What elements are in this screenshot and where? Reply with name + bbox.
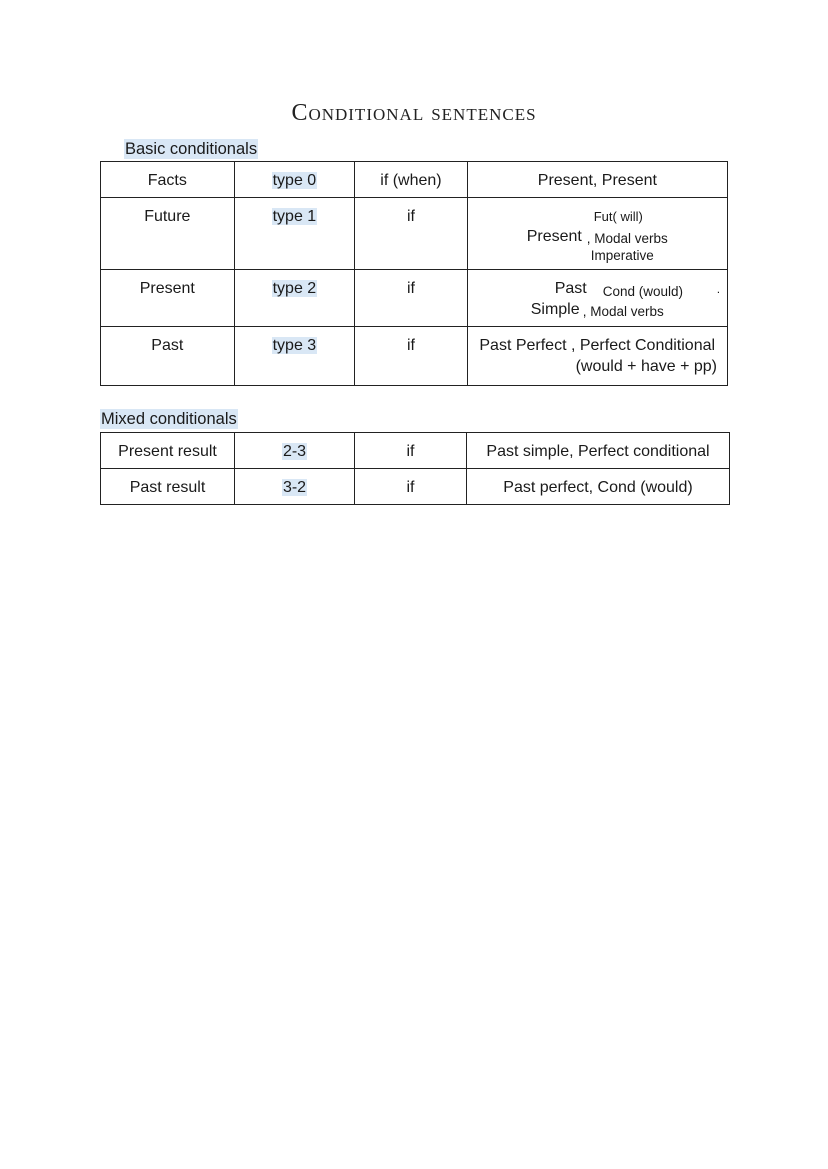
use-cell: Present [101, 270, 235, 327]
conjunction-cell: if [355, 433, 467, 469]
table-row [101, 327, 728, 386]
fut-will-text: Fut( will) [593, 209, 643, 224]
perfect-conditional-text: Past Perfect , Perfect Conditional [479, 337, 716, 354]
tenses-cell: Past simple, Perfect conditional [467, 433, 730, 469]
type-cell: 2-3 [235, 433, 355, 469]
tenses-cell [467, 270, 727, 327]
would-have-pp-text: (would + have + pp) [575, 358, 717, 375]
use-cell: Future [101, 198, 235, 270]
imperative-text: Imperative [590, 248, 654, 263]
tenses-cell [467, 327, 727, 386]
table-row [101, 469, 730, 505]
type-cell: type 1 [234, 198, 355, 270]
table-row [101, 433, 730, 469]
conjunction-cell: if [355, 270, 468, 327]
tenses-cell [467, 198, 727, 270]
table-row [101, 270, 728, 327]
type-cell: type 0 [234, 162, 355, 198]
use-cell: Present result [101, 433, 235, 469]
conjunction-cell: if [355, 469, 467, 505]
table-row [101, 198, 728, 270]
conjunction-cell: if [355, 198, 468, 270]
basic-conditionals-table [100, 161, 728, 386]
use-cell: Facts [101, 162, 235, 198]
basic-conditionals-heading: Basic conditionals [125, 140, 258, 158]
conjunction-cell: if (when) [355, 162, 468, 198]
simple-text: Simple [530, 301, 580, 318]
modal-verbs-text: , Modal verbs [582, 304, 664, 319]
present-text: Present [526, 228, 582, 245]
tenses-cell: Past perfect, Cond (would) [467, 469, 730, 505]
mixed-conditionals-heading: Mixed conditionals [101, 410, 237, 428]
conjunction-cell: if [355, 327, 468, 386]
use-cell: Past [101, 327, 235, 386]
dot-mark: . [716, 282, 721, 296]
past-text: Past [554, 280, 587, 297]
type-cell: type 2 [234, 270, 355, 327]
mixed-conditionals-table [100, 432, 730, 505]
table-row [101, 162, 728, 198]
page-title: Conditional sentences [291, 100, 537, 126]
type-cell: type 3 [234, 327, 355, 386]
cond-would-text: Cond (would) [602, 284, 684, 299]
tenses-cell: Present, Present [467, 162, 727, 198]
use-cell: Past result [101, 469, 235, 505]
type-cell: 3-2 [235, 469, 355, 505]
modal-verbs-text: , Modal verbs [586, 231, 668, 246]
